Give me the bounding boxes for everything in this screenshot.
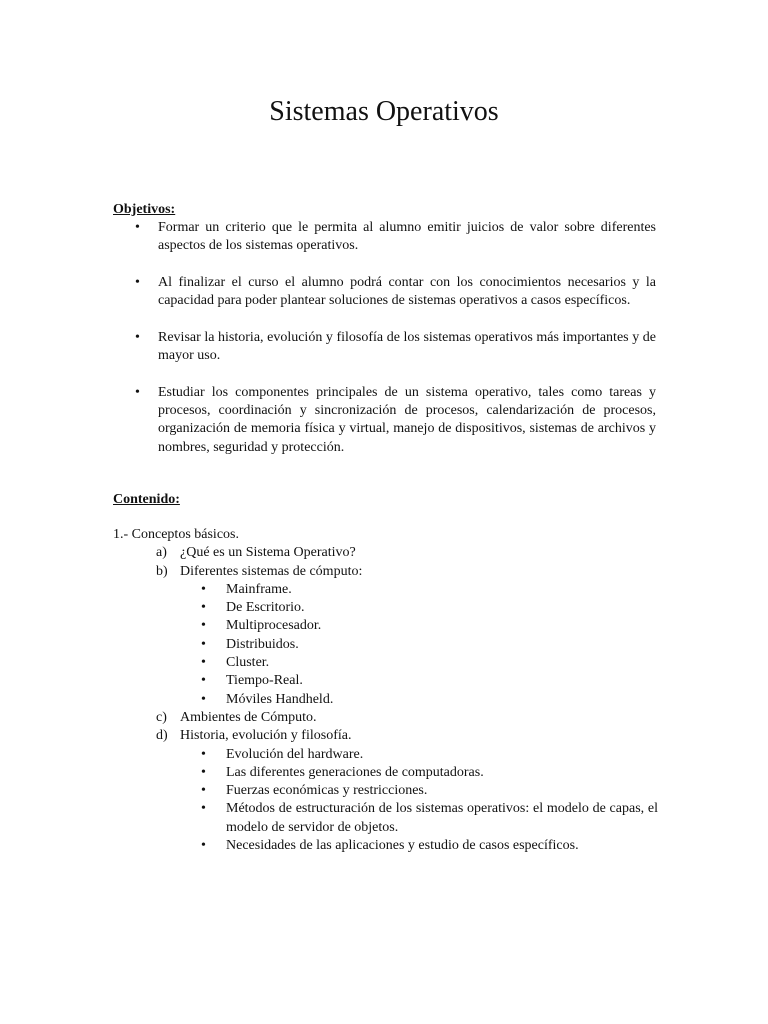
outline-text: Diferentes sistemas de cómputo:: [180, 563, 363, 579]
list-item: [113, 800, 658, 837]
content-heading: Contenido:: [113, 492, 180, 507]
objective-text: Revisar la historia, evolución y filosofía de los sistemas operativos más importantes y de mayor uso.: [158, 329, 656, 364]
bullet-icon: •: [201, 801, 206, 817]
outline-item-c: [113, 709, 658, 727]
list-item: [113, 636, 658, 654]
bullet-icon: •: [201, 581, 206, 597]
list-item: [113, 691, 658, 709]
list-item: [113, 672, 658, 690]
list-marker: b): [156, 563, 168, 579]
list-item-text: Multiprocesador.: [226, 618, 322, 634]
list-item-text: Mainframe.: [226, 581, 292, 597]
document-title: Sistemas Operativos: [269, 96, 499, 127]
bullet-icon: •: [201, 691, 206, 707]
bullet-icon: •: [135, 274, 140, 290]
list-item-text: Distribuidos.: [226, 636, 299, 652]
bullet-icon: •: [201, 636, 206, 652]
list-item-text: Móviles Handheld.: [226, 691, 334, 707]
list-item-text: Las diferentes generaciones de computadoras.: [226, 764, 484, 780]
list-marker: c): [156, 709, 167, 725]
bullet-icon: •: [201, 618, 206, 634]
outline-text: Historia, evolución y filosofía.: [180, 728, 352, 744]
list-item: [113, 837, 658, 855]
unit-title: 1.- Conceptos básicos.: [113, 527, 239, 542]
bullet-icon: •: [201, 655, 206, 671]
content-outline: [113, 526, 658, 855]
list-item-text: De Escritorio.: [226, 600, 305, 616]
outline-item-a: [113, 544, 658, 562]
bullet-icon: •: [201, 764, 206, 780]
bullet-icon: •: [201, 600, 206, 616]
objectives-heading: Objetivos:: [113, 202, 176, 217]
list-item: [113, 617, 658, 635]
bullet-icon: •: [201, 746, 206, 762]
bullet-icon: •: [135, 329, 140, 345]
objective-item: [113, 219, 656, 256]
outline-text: ¿Qué es un Sistema Operativo?: [180, 545, 356, 561]
outline-text: Ambientes de Cómputo.: [180, 709, 317, 725]
bullet-icon: •: [135, 384, 140, 400]
objective-text: Estudiar los componentes principales de un sistema operativo, tales como tareas y procesos, coordinación y sincronización de procesos, calendarización de procesos, organización de memoria física y virtual, manejo de dispositivos, sistemas de archivos y nombres, seguridad y protección.: [158, 384, 656, 455]
objective-text: Al finalizar el curso el alumno podrá contar con los conocimientos necesarios y la capacidad para poder plantear soluciones de sistemas operativos a casos específicos.: [158, 274, 656, 309]
list-item: [113, 764, 658, 782]
list-marker: d): [156, 728, 168, 744]
list-marker: a): [156, 545, 167, 561]
list-item: [113, 746, 658, 764]
list-item-text: Evolución del hardware.: [226, 746, 364, 762]
bullet-icon: •: [201, 838, 206, 854]
list-item: [113, 581, 658, 599]
list-item: [113, 654, 658, 672]
list-item-text: Tiempo-Real.: [226, 673, 303, 689]
objective-item: [113, 274, 656, 311]
bullet-icon: •: [201, 783, 206, 799]
objective-text: Formar un criterio que le permita al alumno emitir juicios de valor sobre diferentes aspectos de los sistemas operativos.: [158, 220, 656, 254]
list-item-text: Necesidades de las aplicaciones y estudio de casos específicos.: [226, 838, 579, 854]
outline-item-d: [113, 727, 658, 745]
bullet-icon: •: [201, 673, 206, 689]
objective-item: [113, 384, 656, 457]
outline-item-b: [113, 563, 658, 581]
list-item-text: Cluster.: [226, 655, 270, 671]
objectives-list: [113, 219, 656, 475]
list-item: [113, 782, 658, 800]
objective-item: [113, 329, 656, 366]
list-item-text: Fuerzas económicas y restricciones.: [226, 783, 428, 799]
list-item-text: Métodos de estructuración de los sistemas operativos: el modelo de capas, el modelo de servidor de objetos.: [226, 801, 658, 835]
bullet-icon: •: [135, 220, 140, 235]
list-item: [113, 599, 658, 617]
